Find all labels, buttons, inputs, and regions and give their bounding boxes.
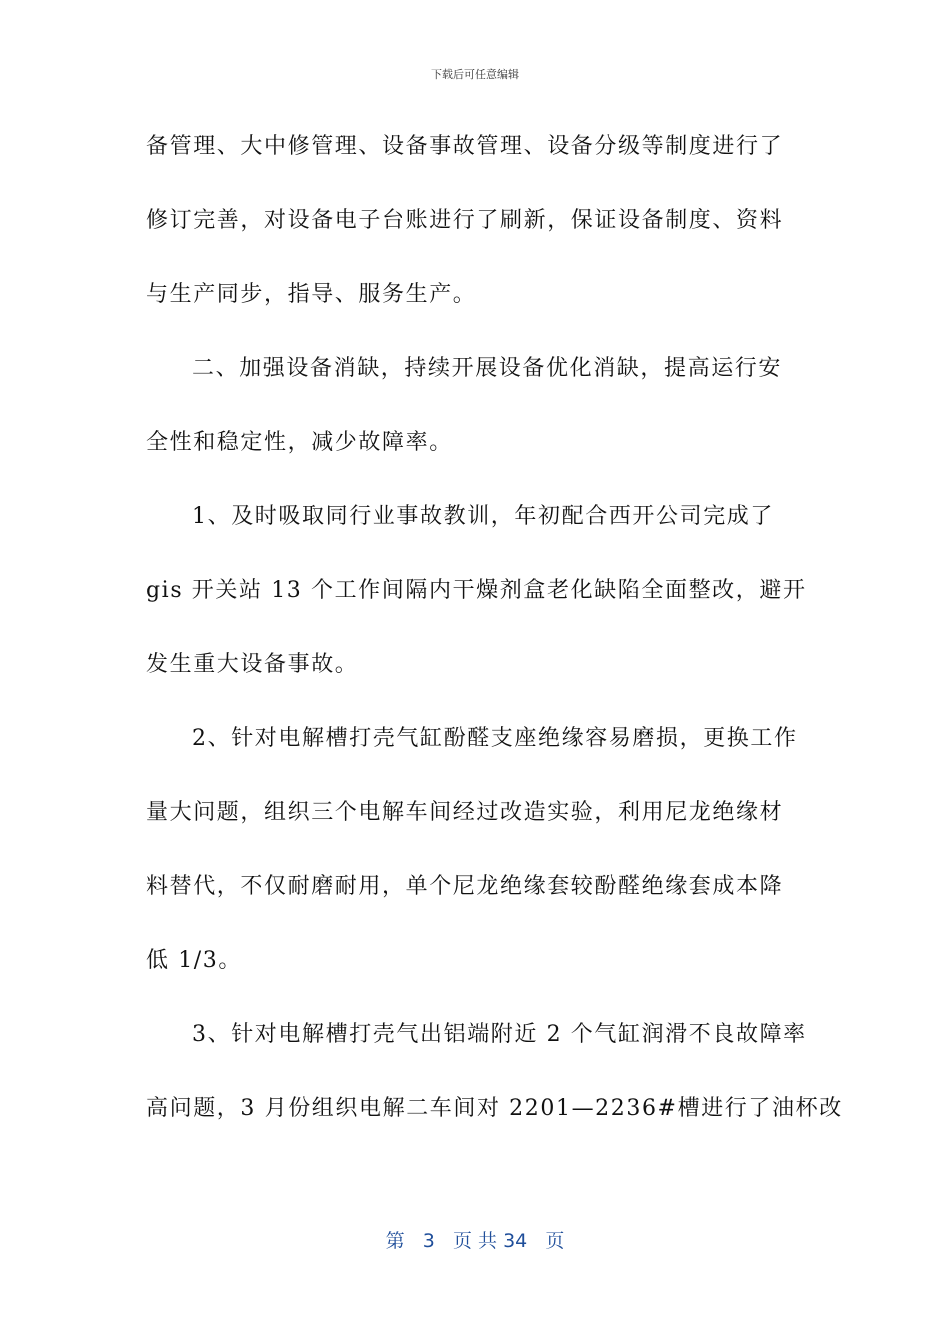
text-line: 量大问题，组织三个电解车间经过改造实验，利用尼龙绝缘材 xyxy=(146,800,784,825)
text-line: 发生重大设备事故。 xyxy=(146,652,359,677)
list-item-1: 1、及时吸取同行业事故教训，年初配合西开公司完成了 xyxy=(192,504,774,529)
list-item-3: 3、针对电解槽打壳气出铝端附近 2 个气缸润滑不良故障率 xyxy=(192,1022,807,1047)
text-line: 全性和稳定性，减少故障率。 xyxy=(146,430,453,455)
list-item-2: 2、针对电解槽打壳气缸酚醛支座绝缘容易磨损，更换工作 xyxy=(192,726,798,751)
text-line: 与生产同步，指导、服务生产。 xyxy=(146,282,477,307)
page-total: 34 xyxy=(503,1230,528,1252)
text-line: gis 开关站 13 个工作间隔内干燥剂盒老化缺陷全面整改，避开 xyxy=(146,578,807,603)
page-footer xyxy=(0,1226,950,1253)
header-note: 下载后可任意编辑 xyxy=(431,68,519,81)
page-suffix: 页 xyxy=(545,1230,565,1252)
text-line: 高问题，3 月份组织电解二车间对 2201—2236#槽进行了油杯改 xyxy=(146,1096,843,1121)
text-line: 料替代，不仅耐磨耐用，单个尼龙绝缘套较酚醛绝缘套成本降 xyxy=(146,874,784,899)
text-line: 修订完善，对设备电子台账进行了刷新，保证设备制度、资料 xyxy=(146,208,784,233)
text-line: 备管理、大中修管理、设备事故管理、设备分级等制度进行了 xyxy=(146,134,784,159)
page-middle: 页 共 xyxy=(452,1230,498,1252)
page-prefix: 第 xyxy=(385,1230,405,1252)
text-line: 低 1/3。 xyxy=(146,948,242,973)
section-heading: 二、加强设备消缺，持续开展设备优化消缺，提高运行安 xyxy=(192,356,783,381)
page-number: 3 xyxy=(422,1230,435,1252)
